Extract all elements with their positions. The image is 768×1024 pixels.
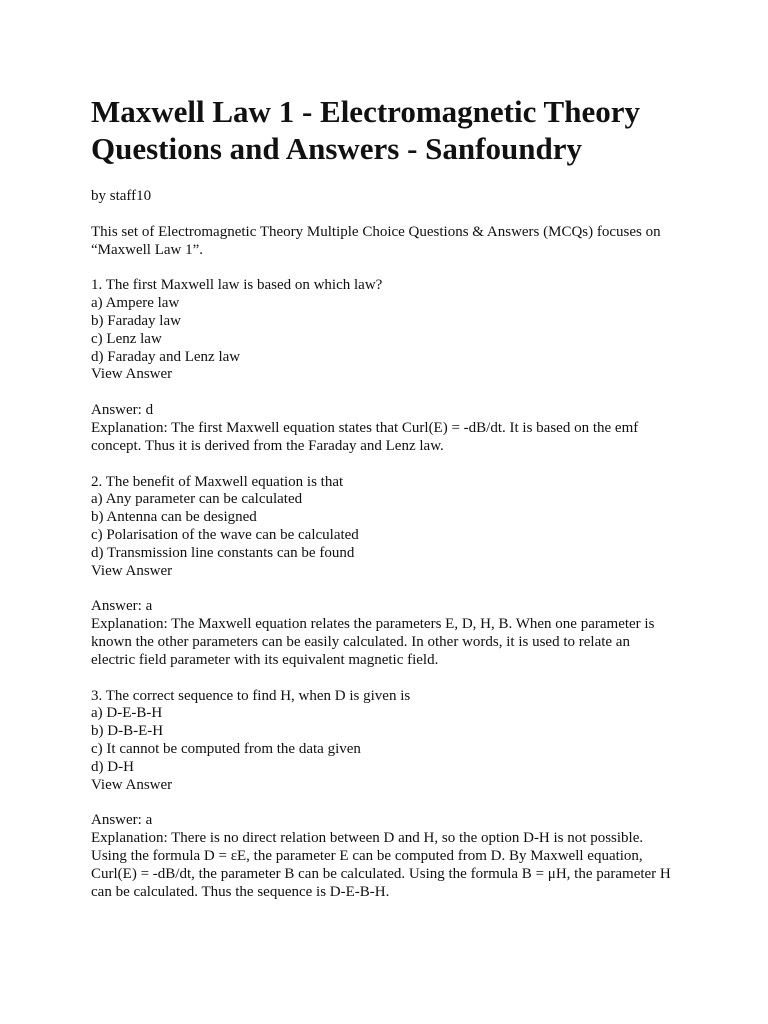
document-page [91, 93, 691, 901]
option-d: d) D-H [91, 758, 134, 775]
answer-text: Answer: d [91, 402, 154, 419]
option-a: a) D-E-B-H [91, 705, 163, 722]
page-title-line-2: Questions and Answers - Sanfoundry [91, 131, 582, 166]
option-b: b) D-B-E-H [91, 723, 164, 740]
question-block-1 [91, 277, 691, 384]
answer-text: Answer: a [91, 812, 153, 829]
question-block-3 [91, 688, 691, 795]
intro-line-2: “Maxwell Law 1”. [91, 241, 204, 258]
answer-text: Answer: a [91, 598, 153, 615]
page-title-line-1: Maxwell Law 1 - Electromagnetic Theory [91, 94, 640, 129]
option-c: c) It cannot be computed from the data given [91, 740, 361, 757]
option-a: a) Ampere law [91, 295, 180, 312]
explanation-line: Curl(E) = -dB/dt, the parameter B can be calculated. Using the formula B = μH, the parameter H [91, 865, 671, 882]
intro-paragraph [91, 224, 691, 260]
explanation-line: can be calculated. Thus the sequence is D-E-B-H. [91, 883, 390, 900]
option-c: c) Lenz law [91, 330, 162, 347]
option-d: d) Transmission line constants can be found [91, 544, 355, 561]
option-c: c) Polarisation of the wave can be calculated [91, 526, 359, 543]
view-answer-link[interactable]: View Answer [91, 776, 173, 793]
view-answer-link[interactable]: View Answer [91, 366, 173, 383]
intro-line-1: This set of Electromagnetic Theory Multiple Choice Questions & Answers (MCQs) focuses on [91, 223, 661, 240]
explanation-line: Explanation: The first Maxwell equation states that Curl(E) = -dB/dt. It is based on the emf [91, 419, 639, 436]
question-text: 2. The benefit of Maxwell equation is that [91, 473, 344, 490]
page-title [91, 93, 691, 167]
question-text: 1. The first Maxwell law is based on which law? [91, 277, 383, 294]
answer-block-2 [91, 598, 691, 669]
explanation-line: electric field parameter with its equivalent magnetic field. [91, 651, 439, 668]
view-answer-link[interactable]: View Answer [91, 562, 173, 579]
explanation-line: Using the formula D = εE, the parameter E can be computed from D. By Maxwell equation, [91, 847, 643, 864]
answer-block-1 [91, 402, 691, 455]
option-b: b) Faraday law [91, 312, 181, 329]
question-text: 3. The correct sequence to find H, when D is given is [91, 687, 411, 704]
option-b: b) Antenna can be designed [91, 509, 257, 526]
explanation-line: concept. Thus it is derived from the Faraday and Lenz law. [91, 437, 444, 454]
question-block-2 [91, 474, 691, 581]
explanation-line: Explanation: There is no direct relation between D and H, so the option D-H is not possible. [91, 830, 644, 847]
author-byline: by staff10 [91, 188, 152, 204]
option-d: d) Faraday and Lenz law [91, 348, 241, 365]
explanation-line: Explanation: The Maxwell equation relates the parameters E, D, H, B. When one parameter is [91, 616, 655, 633]
answer-block-3 [91, 812, 691, 901]
explanation-line: known the other parameters can be easily calculated. In other words, it is used to relate an [91, 633, 630, 650]
option-a: a) Any parameter can be calculated [91, 491, 303, 508]
